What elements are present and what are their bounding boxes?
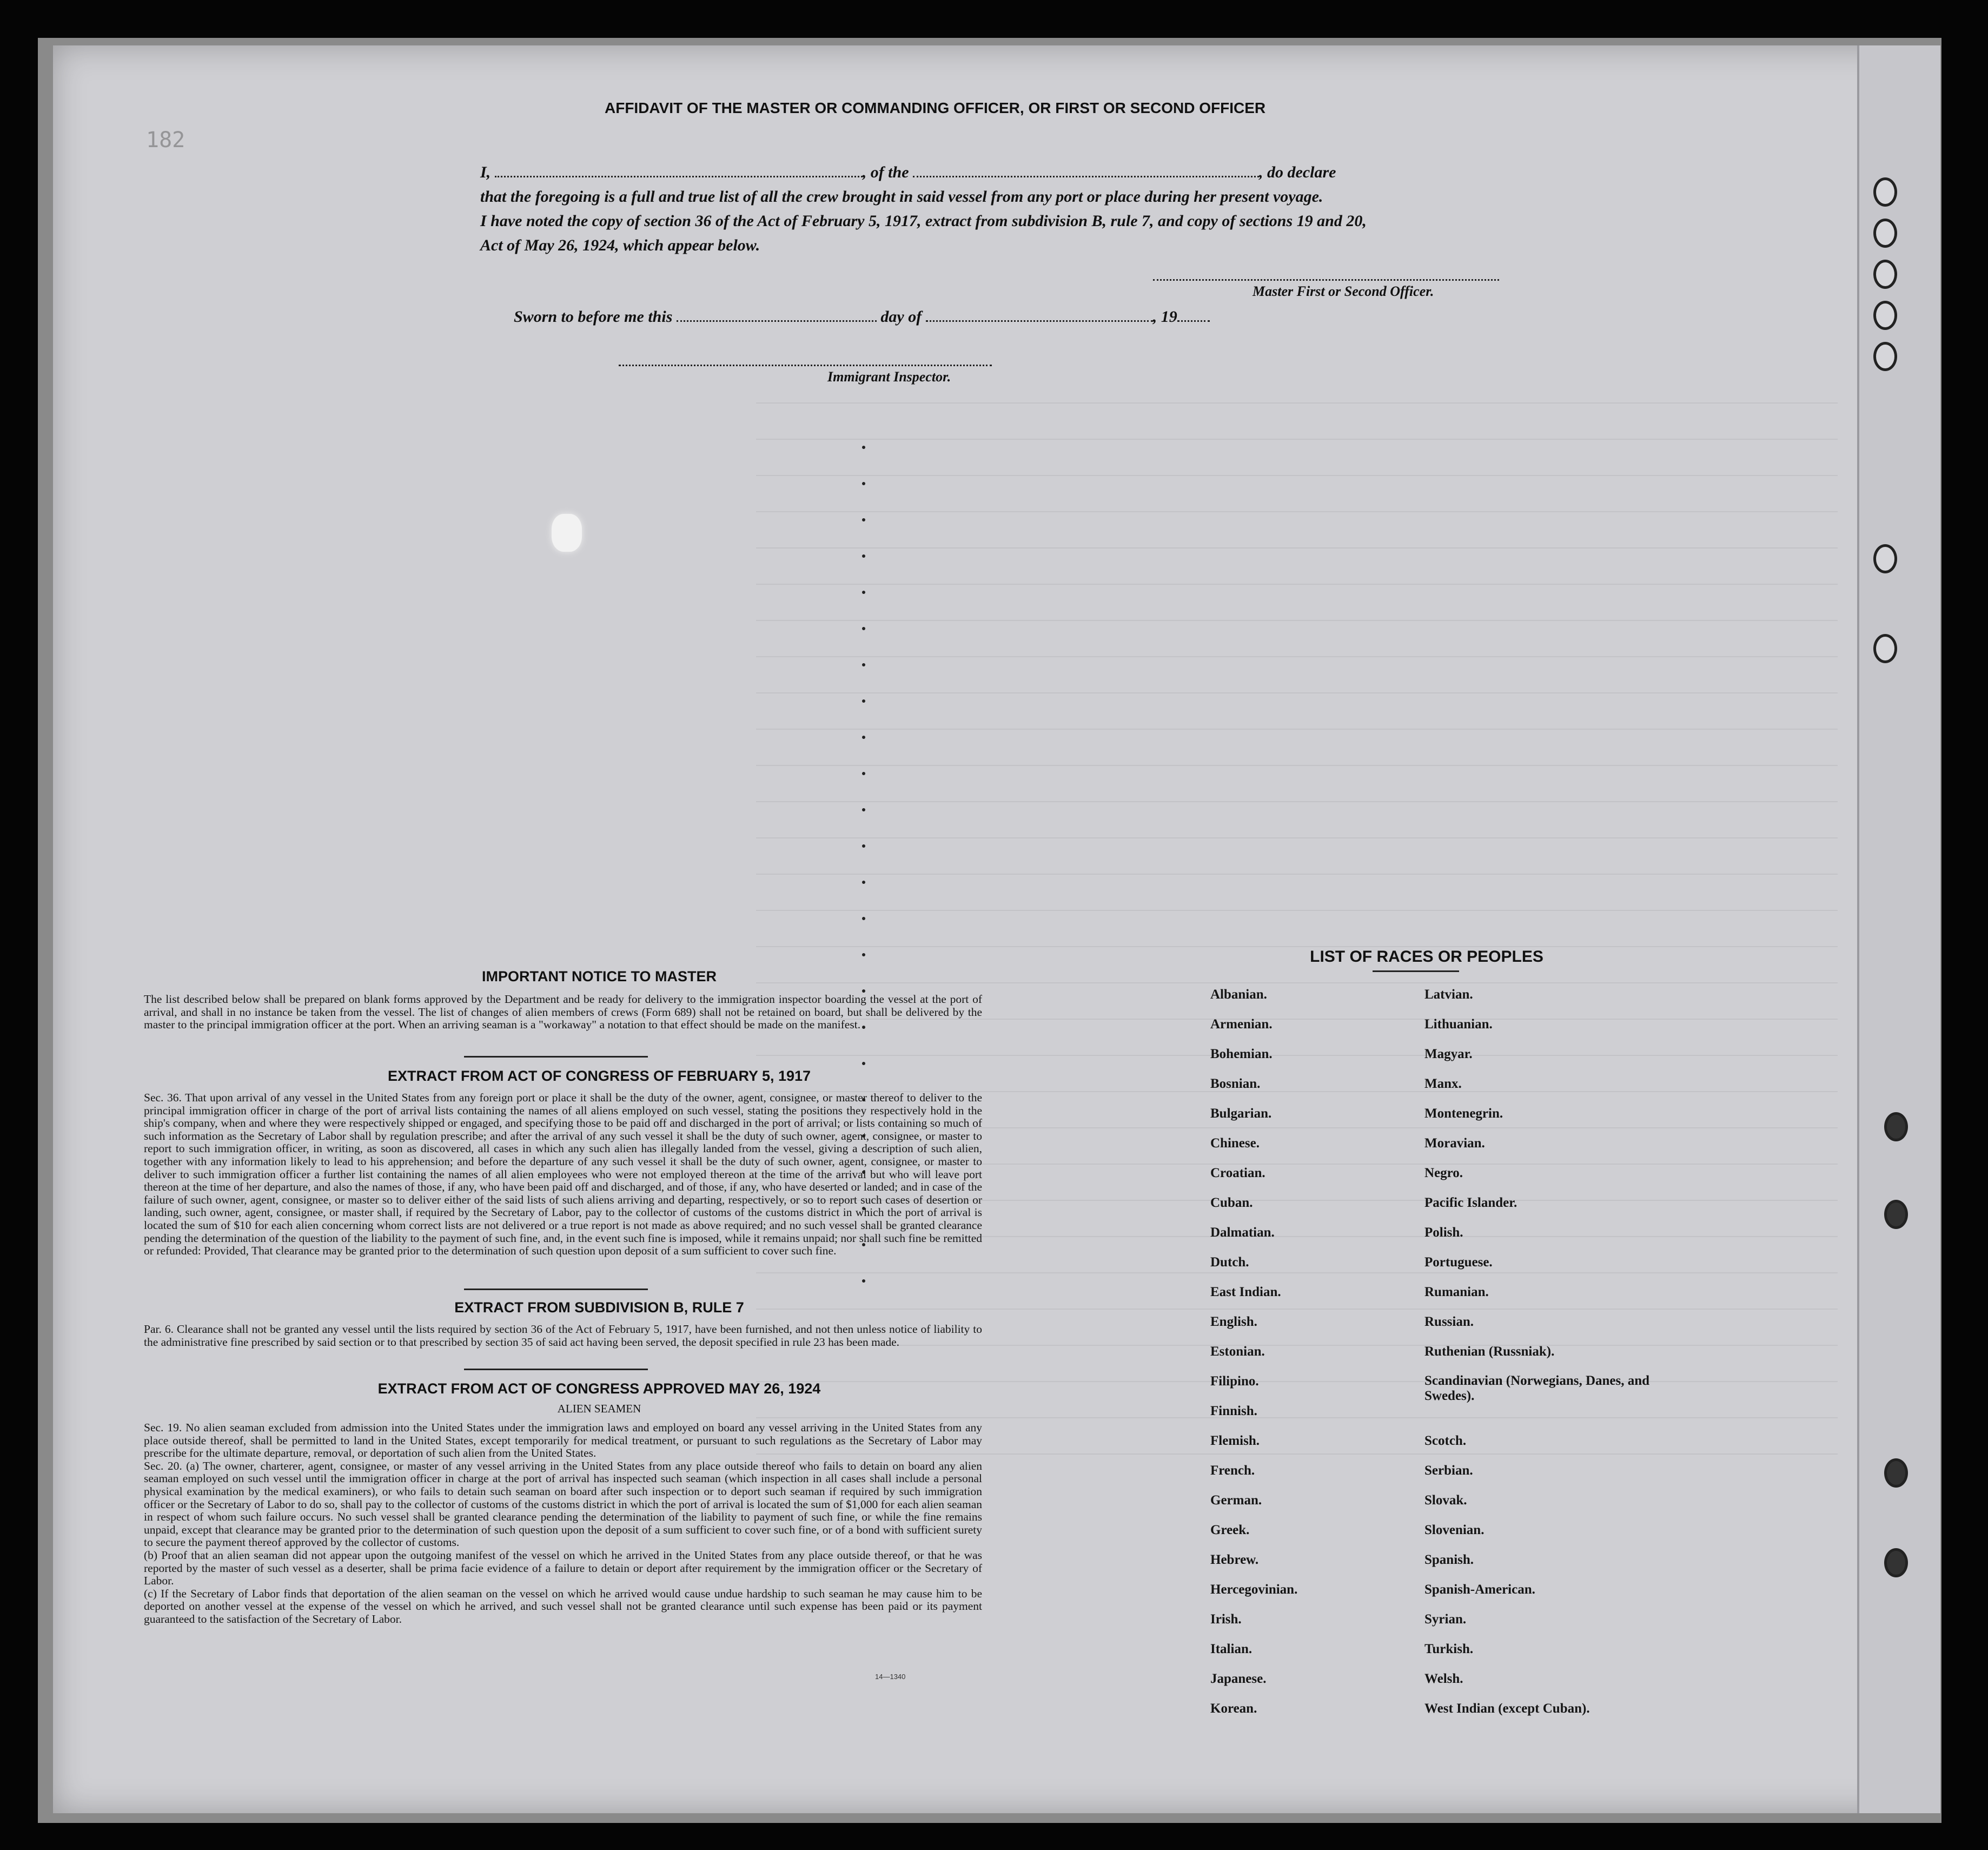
affidavit-line-4: Act of May 26, 1924, which appear below. (480, 236, 760, 254)
bleed-through-row (756, 439, 1838, 440)
column-dot (862, 591, 865, 594)
bleed-through-row (756, 475, 1838, 477)
binder-hole (1873, 544, 1897, 573)
column-dot (862, 881, 865, 884)
affidavit-of-the: , of the (862, 163, 909, 181)
column-dot (862, 917, 865, 920)
column-dot (862, 446, 865, 449)
extract-1924-title: EXTRACT FROM ACT OF CONGRESS APPROVED MAY 26, 1924 (377, 1380, 821, 1397)
divider (464, 1369, 648, 1370)
race-item: Latvian. (1424, 987, 1473, 1002)
binder-hole (1884, 1548, 1908, 1577)
race-item: Pacific Islander. (1424, 1195, 1517, 1210)
sec-20b: (b) Proof that an alien seaman did not appear upon the outgoing manifest of the vessel on which he arrived in the United States from any place outside thereof, or that he was reported by the master of such vessel as a deserter, shall be prima facie evidence of a failure to detain or deport after requirement by the immigration officer or the Secretary of Labor. (144, 1548, 982, 1588)
page-number: 182 (146, 128, 185, 153)
bleed-through-row (756, 910, 1838, 911)
bleed-through-row (756, 620, 1838, 622)
races-right-column (1424, 987, 1684, 1730)
column-dot (862, 808, 865, 811)
column-dot (862, 554, 865, 558)
race-item: Flemish. (1210, 1433, 1260, 1448)
bleed-through-row (756, 584, 1838, 585)
extract-rule7-title: EXTRACT FROM SUBDIVISION B, RULE 7 (454, 1299, 744, 1316)
races-title: LIST OF RACES OR PEOPLES (1310, 948, 1543, 966)
column-dot (862, 953, 865, 956)
column-dot (862, 1279, 865, 1283)
sec-19: Sec. 19. No alien seaman excluded from admission into the United States under the immigration laws and employed on board any vessel arriving in the United States from any place outside thereof, shall be permitted to land in the United States, except temporarily for medical treatment, or pursuant to such regulations as the Secretary of Labor may prescribe for the ultimate departure, removal, or deportation of such alien from the United States. (144, 1421, 982, 1460)
divider (464, 1289, 648, 1290)
binder-hole (1873, 342, 1897, 371)
race-item: Slovak. (1424, 1493, 1467, 1508)
binder-hole (1884, 1112, 1908, 1141)
race-item: Portuguese. (1424, 1255, 1493, 1270)
race-item: Manx. (1424, 1076, 1462, 1091)
binder-hole (1873, 634, 1897, 663)
extract-1924-body (144, 1422, 982, 1626)
sec-20a: Sec. 20. (a) The owner, charterer, agent, consignee, or master of any vessel arriving in the United States from any place outside thereof who fails to detain on board any alien seaman employed on such vessel until the immigration officer in charge at the port of arrival has inspected such seaman (which inspection in all cases shall include a personal physical examination by the medical examiners), or who fails to detain such seaman on board after such inspection or to deport such seaman if required by such immigration officer or the Secretary of Labor to do so, shall pay to the collector of customs of the customs district in which the port of arrival is located the sum of $1,000 for each alien seaman in respect of whom such failure occurs. No such vessel shall be granted clearance pending the determination of the liability to payment of such fine, or while the fine remains unpaid, except that clearance may be granted prior to the determination of such question upon the deposit of a sum sufficient to cover such fine, or of a bond with sufficient surety to secure the payment thereof approved by the collector of customs. (144, 1459, 982, 1549)
affidavit-line-2: that the foregoing is a full and true list of all the crew brought in said vessel from any port or place during her present voyage. (480, 188, 1323, 206)
notice-title: IMPORTANT NOTICE TO MASTER (482, 968, 717, 985)
column-dot (862, 1062, 865, 1065)
race-item: Armenian. (1210, 1017, 1273, 1032)
race-item: Bosnian. (1210, 1076, 1261, 1091)
race-item: Croatian. (1210, 1166, 1265, 1180)
binder-hole (1873, 219, 1897, 248)
sworn-day-of: day of (880, 308, 922, 326)
race-item: Korean. (1210, 1701, 1257, 1716)
race-item: Magyar. (1424, 1047, 1473, 1061)
extract-1917-title: EXTRACT FROM ACT OF CONGRESS OF FEBRUARY 5, 1917 (387, 1068, 811, 1084)
bleed-through-row (756, 837, 1838, 839)
binder-hole (1884, 1200, 1908, 1229)
race-item: Chinese. (1210, 1136, 1260, 1151)
bleed-through-row (756, 729, 1838, 730)
name-blank[interactable] (495, 176, 863, 177)
sworn-year: , 19 (1152, 308, 1177, 326)
race-item: Bulgarian. (1210, 1106, 1272, 1121)
sworn-month-blank[interactable] (926, 320, 1153, 322)
race-item: Syrian. (1424, 1612, 1467, 1627)
race-item: Russian. (1424, 1314, 1474, 1329)
divider (464, 1056, 648, 1058)
race-item: Japanese. (1210, 1671, 1267, 1686)
race-item: Greek. (1210, 1523, 1250, 1537)
column-dot (862, 699, 865, 703)
bleed-through-row (756, 656, 1838, 658)
bleed-through-row (756, 874, 1838, 875)
race-item: Welsh. (1424, 1671, 1463, 1686)
column-dot (862, 772, 865, 775)
vessel-blank[interactable] (913, 176, 1259, 177)
extract-rule7-body: Par. 6. Clearance shall not be granted any vessel until the lists required by section 36 of the Act of February 5, 1917, have been furnished, and not then unless notice of liability to the administrative fine prescribed by said section or to that prescribed by section 35 of said act having been served, the deposit specified in rule 23 has been made. (144, 1323, 982, 1349)
bleed-through-row (756, 547, 1838, 549)
bleed-through-row (756, 801, 1838, 803)
affidavit-line-1 (480, 163, 1336, 182)
race-item: Spanish-American. (1424, 1582, 1535, 1597)
column-dot (862, 844, 865, 848)
bleed-through-row (756, 982, 1838, 984)
extract-1924-subtitle: ALIEN SEAMEN (557, 1402, 641, 1415)
bleed-through-row (756, 511, 1838, 513)
race-item: Dalmatian. (1210, 1225, 1275, 1240)
notice-body: The list described below shall be prepared on blank forms approved by the Department and be ready for delivery to the immigration inspector boarding the vessel at the port of arrival, and shall in no instance be taken from the vessel. The list of changes of alien members of crews (Form 689) shall not be retained on board, but shall be delivered by the master to the principal immigration officer at the port. When an arriving seaman is a "workaway" a notation to that effect should be made on the manifest. (144, 993, 982, 1032)
sworn-year-blank[interactable] (1177, 320, 1210, 322)
binder-hole (1884, 1458, 1908, 1488)
race-item: Estonian. (1210, 1344, 1265, 1359)
extract-1917-body: Sec. 36. That upon arrival of any vessel in the United States from any foreign port or place it shall be the duty of the owner, agent, consignee, or master thereof to deliver to the principal immigration officer in charge of the port of arrival lists containing the names of all aliens employed on such vessel, stating the positions they respectively hold in the ship's company, when and where they were respectively shipped or engaged, and specifying those to be paid off and discharged in the port of arrival; or lists containing so much of such information as the Secretary of Labor shall by regulation prescribe; and after the arrival of any such vessel it shall be the duty of such owner, agent, consignee, or master to report to such immigration officer, in writing, as soon as discovered, all cases in which any such alien has illegally landed from the vessel, giving a description of such alien, together with any information likely to lead to his apprehension; and before the departure of any such vessel it shall be the duty of such owner, agent, consignee, or master to deliver to such immigration officer a further list containing the names of all alien employees who were not employed thereon at the time of the arrival but who will leave port thereon at the time of her departure, and also the names of those, if any, who have been paid off and discharged, and of those, if any, who have deserted or landed; and in case of the failure of such owner, agent, consignee, or master so to deliver either of the said lists of such aliens arriving and departing, respectively, or so to report such cases of desertion or landing, such owner, agent, consignee, or master shall, if required by the Secretary of Labor, pay to the collector of customs of the customs district in which the port of arrival is located the sum of $10 for each alien concerning whom correct lists are not delivered or a true report is not made as above required; and no such vessel shall be granted clearance pending the determination of the question of the liability to the payment of such fine, and, in the event such fine is imposed, while it remains unpaid; nor shall such fine be remitted or refunded: Provided, That clearance may be granted prior to the determination of such question upon deposit of a sum sufficient to cover such fine. (144, 1091, 982, 1258)
race-item: German. (1210, 1493, 1262, 1508)
column-dot (862, 663, 865, 666)
race-item: Ruthenian (Russniak). (1424, 1344, 1555, 1359)
sworn-day-blank[interactable] (677, 320, 877, 322)
binder-hole (1873, 260, 1897, 289)
race-item: West Indian (except Cuban). (1424, 1701, 1590, 1716)
affidavit-i: I, (480, 163, 491, 181)
form-number: 14—1340 (875, 1673, 906, 1681)
race-item: Slovenian. (1424, 1523, 1485, 1537)
race-item: English. (1210, 1314, 1257, 1329)
race-item: Lithuanian. (1424, 1017, 1493, 1032)
bleed-through-row (756, 692, 1838, 694)
race-item: Finnish. (1210, 1404, 1257, 1418)
inspector-label: Immigrant Inspector. (827, 369, 951, 385)
column-dot (862, 482, 865, 485)
signature-label: Master First or Second Officer. (1253, 283, 1434, 299)
column-dot (862, 627, 865, 630)
race-item: East Indian. (1210, 1285, 1281, 1299)
affidavit-title: AFFIDAVIT OF THE MASTER OR COMMANDING OFFICER, OR FIRST OR SECOND OFFICER (605, 100, 1266, 116)
signature-line[interactable] (1153, 279, 1499, 281)
race-item: Moravian. (1424, 1136, 1485, 1151)
race-item: Scotch. (1424, 1433, 1467, 1448)
inspector-signature-line[interactable] (619, 365, 992, 366)
races-left-column (1210, 987, 1405, 1730)
race-item: Dutch. (1210, 1255, 1249, 1270)
binder-hole (1873, 177, 1897, 207)
race-item: Negro. (1424, 1166, 1463, 1180)
race-item: Italian. (1210, 1642, 1253, 1656)
bleed-through-row (756, 765, 1838, 767)
binder-hole (1873, 301, 1897, 330)
paper-smudge (552, 514, 582, 552)
sworn-prefix: Sworn to before me this (514, 308, 673, 326)
race-item: Rumanian. (1424, 1285, 1489, 1299)
race-item: French. (1210, 1463, 1255, 1478)
bleed-through-row (756, 402, 1838, 404)
race-item: Spanish. (1424, 1552, 1474, 1567)
race-item: Serbian. (1424, 1463, 1473, 1478)
column-dot (862, 736, 865, 739)
race-item: Albanian. (1210, 987, 1267, 1002)
race-item: Montenegrin. (1424, 1106, 1503, 1121)
race-item: Turkish. (1424, 1642, 1474, 1656)
column-dot (862, 518, 865, 521)
race-item: Cuban. (1210, 1195, 1253, 1210)
race-item: Hercegovinian. (1210, 1582, 1298, 1597)
race-item: Bohemian. (1210, 1047, 1273, 1061)
race-item: Polish. (1424, 1225, 1463, 1240)
race-item: Irish. (1210, 1612, 1242, 1627)
race-item: Scandinavian (Norwegians, Danes, and Swedes). (1424, 1373, 1650, 1403)
race-item: Hebrew. (1210, 1552, 1259, 1567)
race-item: Filipino. (1210, 1374, 1259, 1389)
affidavit-line-3: I have noted the copy of section 36 of the Act of February 5, 1917, extract from subdivision B, rule 7, and copy of sections 19 and 20, (480, 212, 1367, 230)
document-page (53, 45, 1940, 1813)
divider (1373, 970, 1459, 972)
sworn-line (514, 308, 1210, 326)
affidavit-declare: , do declare (1259, 163, 1336, 181)
sec-20c: (c) If the Secretary of Labor finds that deportation of the alien seaman on the vessel on which he arrived would cause undue hardship to such seaman he may cause him to be deported on another vessel at the expense of the vessel on which he arrived, and such vessel shall not be granted clearance until such expense has been paid or its payment guaranteed to the satisfaction of the Secretary of Labor. (144, 1587, 982, 1626)
